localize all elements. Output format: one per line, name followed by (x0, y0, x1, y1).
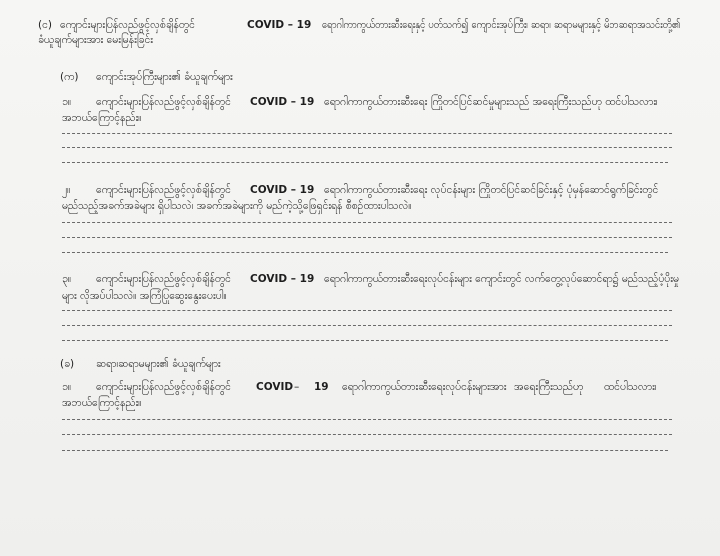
q4-text-d: အရေးကြီးသည်ဟု (514, 381, 584, 393)
q4-answer-line (62, 419, 672, 420)
q1-covid: COVID – 19 (250, 96, 315, 108)
section-c-label: (င) (38, 19, 53, 31)
q4-text-c: ရောဂါကာကွယ်တားဆီးရေးလုပ်ငန်းများအား (342, 381, 507, 393)
q3-number: ၃။ (62, 273, 72, 285)
q4-nineteen: 19 (314, 381, 329, 393)
q2-answer-line (62, 252, 668, 253)
q3-answer-line (62, 340, 668, 341)
q4-dash: – (294, 381, 300, 393)
section-c-text-line2: ခံယူချက်များအား မေးမြန်းခြင်း (38, 34, 153, 46)
q2-text-a: ကျောင်းများပြန်လည်ဖွင့်လှစ်ချိန်တွင် (96, 184, 231, 196)
section-c-text-a: ကျောင်းများပြန်လည်ဖွင့်လှစ်ချိန်တွင် (60, 19, 195, 31)
q1-answer-line (62, 133, 672, 134)
q4-text-line2: အဘယ်ကြောင့်နည်း။ (62, 397, 142, 409)
q2-text-c: ရောဂါကာကွယ်တားဆီးရေး လုပ်ငန်းများ ကြိုတင်ပြင်ဆင်ခြင်းနှင့် ပုံမှန်ဆောင်ရွက်ခြင်းတွင် (324, 184, 659, 196)
q2-answer-line (62, 222, 672, 223)
section-c-text-c: ရောဂါကာကွယ်တားဆီးရေးနှင့် ပတ်သက်၍ ကျောင်းအုပ်ကြီး၊ ဆရာ၊ ဆရာမများနှင့် မိဘဆရာအသင်းတို့၏ (322, 19, 681, 31)
q1-text-line2: အဘယ်ကြောင့်နည်း။ (62, 112, 142, 124)
section-c-covid: COVID – 19 (247, 19, 312, 31)
q2-covid: COVID – 19 (250, 184, 315, 196)
q3-answer-line (62, 310, 672, 311)
q4-text-e: ထင်ပါသလား၊ (604, 381, 657, 393)
q4-answer-line (62, 450, 668, 451)
q3-text-line2: များ လိုအပ်ပါသလဲ။ အကြံပြုဆွေးနွေးပေးပါ။ (62, 290, 227, 302)
sub-kha-title: ဆရာ၊ဆရာမများ၏ ခံယူချက်များ (96, 358, 221, 370)
q4-answer-line (62, 434, 672, 435)
q1-text-a: ကျောင်းများပြန်လည်ဖွင့်လှစ်ချိန်တွင် (96, 96, 231, 108)
q1-text-c: ရောဂါကာကွယ်တားဆီးရေး ကြိုတင်ပြင်ဆင်မှုများသည် အရေးကြီးသည်ဟု ထင်ပါသလား၊ (324, 96, 658, 108)
q4-covid: COVID (256, 381, 294, 393)
q2-number: ၂။ (62, 184, 71, 196)
q3-covid: COVID – 19 (250, 273, 315, 285)
q3-text-a: ကျောင်းများပြန်လည်ဖွင့်လှစ်ချိန်တွင် (96, 273, 231, 285)
q1-answer-line (62, 147, 672, 148)
q1-answer-line (62, 162, 668, 163)
q4-text-a: ကျောင်းများပြန်လည်ဖွင့်လှစ်ချိန်တွင် (96, 381, 231, 393)
sub-ka-label: (က) (60, 71, 79, 83)
q2-text-line2: မည်သည့်အခက်အခဲများ ရှိပါသလဲ၊ အခက်အခဲများကို မည်ကဲ့သို့ဖြေရှင်းရန် စီစဉ်ထားပါသလဲ။ (62, 200, 412, 212)
sub-ka-title: ကျောင်းအုပ်ကြီးများ၏ ခံယူချက်များ (96, 71, 233, 83)
q3-answer-line (62, 325, 672, 326)
q4-number: ၁။ (62, 381, 72, 393)
q2-answer-line (62, 237, 672, 238)
q3-text-c: ရောဂါကာကွယ်တားဆီးရေးလုပ်ငန်းများ ကျောင်းတွင် လက်တွေ့လုပ်ဆောင်ရာ၌ မည်သည့်ပံ့ပိုးမှု (324, 273, 679, 285)
q1-number: ၁။ (62, 96, 72, 108)
sub-kha-label: (ခ) (60, 358, 75, 370)
